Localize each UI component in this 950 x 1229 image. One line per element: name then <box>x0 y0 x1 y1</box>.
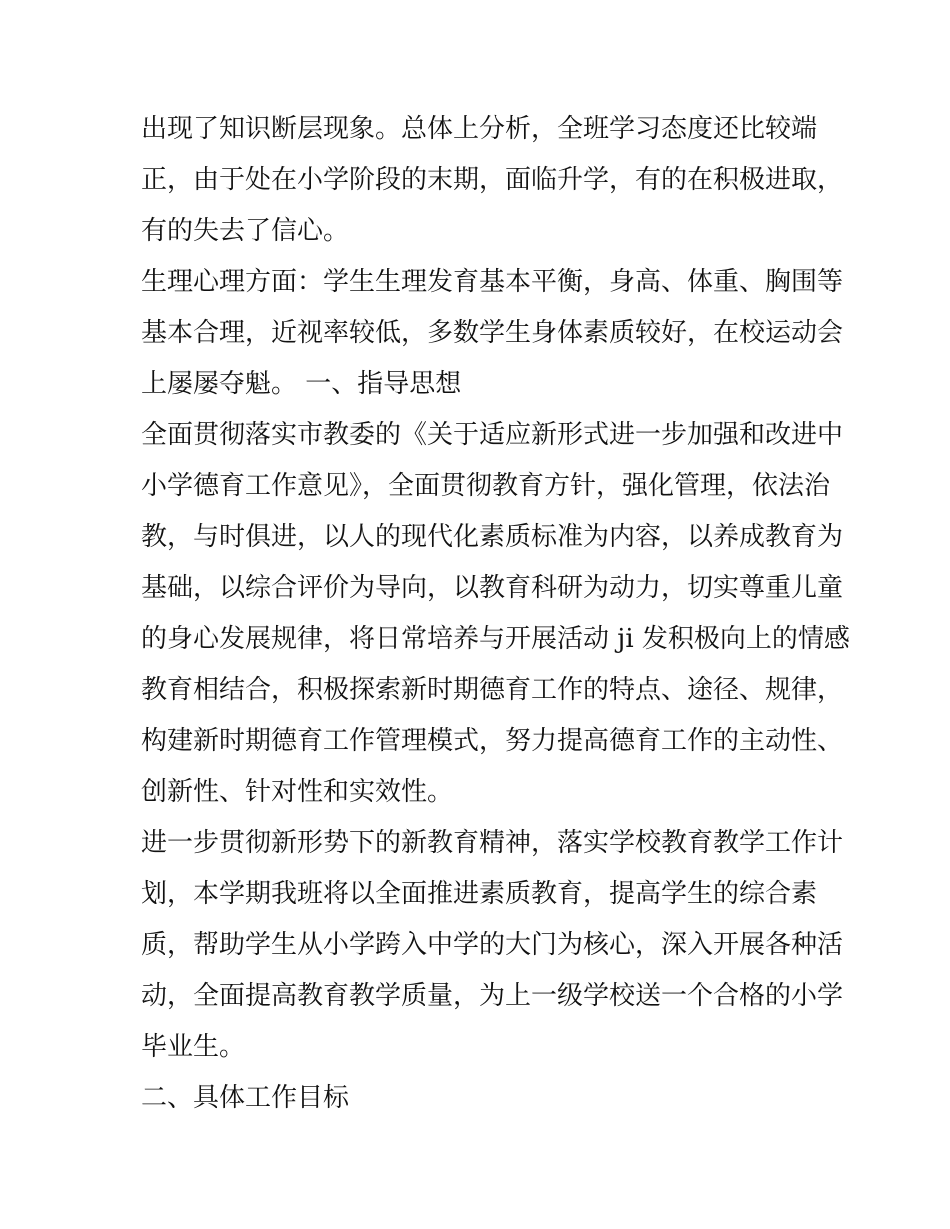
text-line: 全面贯彻落实市教委的《关于适应新形式进一步加强和改进中 <box>141 420 844 450</box>
text-line: 质，帮助学生从小学跨入中学的大门为核心，深入开展各种活 <box>141 930 844 960</box>
text-line: 基本合理，近视率较低，多数学生身体素质较好，在校运动会 <box>141 318 844 348</box>
text-line: 小学德育工作意见》，全面贯彻教育方针，强化管理，依法治 <box>141 471 831 501</box>
text-line: 毕业生。 <box>141 1032 246 1062</box>
text-line: 教，与时俱进，以人的现代化素质标准为内容，以养成教育为 <box>141 522 844 552</box>
text-line: 构建新时期德育工作管理模式，努力提高德育工作的主动性、 <box>141 726 844 756</box>
text-line: 有的失去了信心。 <box>141 216 350 246</box>
text-line: 教育相结合，积极探索新时期德育工作的特点、途径、规律， <box>141 675 844 705</box>
text-line: 生理心理方面：学生生理发育基本平衡，身高、体重、胸围等 <box>141 267 844 297</box>
text-line: 出现了知识断层现象。总体上分析，全班学习态度还比较端 <box>141 114 818 144</box>
text-line: 划，本学期我班将以全面推进素质教育，提高学生的综合素 <box>141 879 818 909</box>
section-heading: 二、具体工作目标 <box>141 1083 350 1113</box>
text-line: 基础，以综合评价为导向，以教育科研为动力，切实尊重儿童 <box>141 573 844 603</box>
text-line: 正，由于处在小学阶段的末期，面临升学，有的在积极进取， <box>141 165 844 195</box>
text-line: 创新性、针对性和实效性。 <box>141 777 454 807</box>
text-line: 进一步贯彻新形势下的新教育精神，落实学校教育教学工作计 <box>141 828 844 858</box>
text-line: 的身心发展规律，将日常培养与开展活动 ji 发积极向上的情感 <box>141 624 850 654</box>
text-line: 动，全面提高教育教学质量，为上一级学校送一个合格的小学 <box>141 981 844 1011</box>
text-line: 上屡屡夺魁。 一、指导思想 <box>141 369 462 399</box>
